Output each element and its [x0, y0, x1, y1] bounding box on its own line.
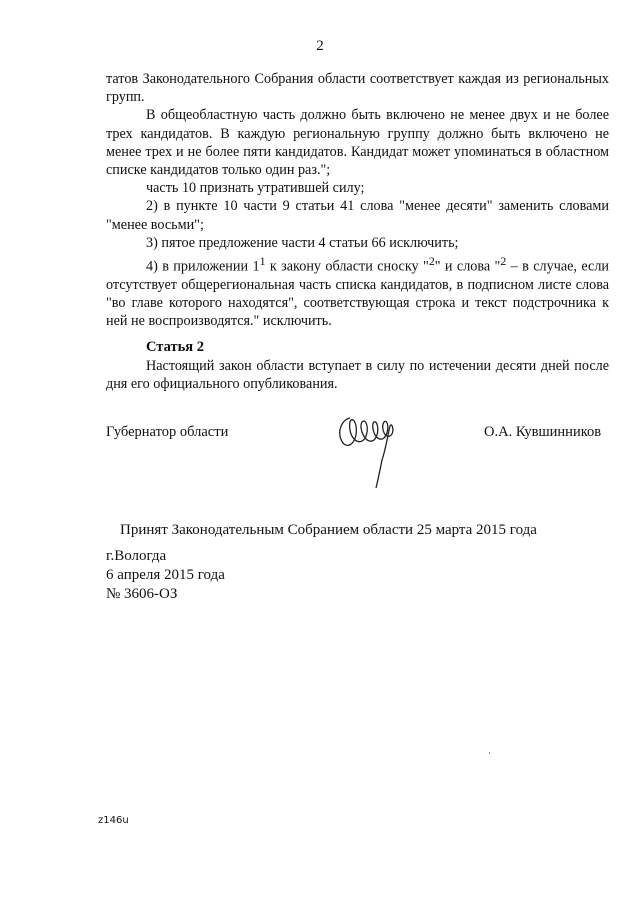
city: г.Вологда [106, 548, 167, 564]
article-2-text: Настоящий закон области вступает в силу по истечении десяти дней после дня его официального опубликования. [106, 358, 609, 393]
page-number: 2 [316, 38, 324, 54]
signing-date: 6 апреля 2015 года [106, 567, 225, 583]
article-2-heading: Статья 2 [146, 339, 204, 355]
adoption-statement: Принят Законодательным Собранием области 25 марта 2015 года [120, 522, 537, 538]
publication-details [106, 547, 225, 604]
paragraph-item2: 2) в пункте 10 части 9 статьи 41 слова "менее десяти" заменить словами "менее восьми"; [106, 198, 609, 233]
paragraph-part10: часть 10 признать утратившей силу; [146, 180, 365, 197]
document-code: z146u [98, 815, 129, 826]
item4-part2: к закону области сноску " [265, 258, 429, 275]
paragraph-candidates: В общеобластную часть должно быть включено не менее двух и не более трех кандидатов. В каждую региональную группу должно быть включено не менее трех и не более пяти кандидатов. Кандидат может упоминаться в областном списке кандидатов только один раз."; [106, 107, 609, 179]
governor-name: О.А. Кувшинников [484, 424, 602, 440]
item4-superscript-2: 2 [428, 254, 435, 269]
governor-title: Губернатор области [106, 424, 229, 440]
law-number: № 3606-ОЗ [106, 586, 178, 602]
item4-superscript-1: 1 [259, 254, 266, 269]
item4-superscript-3: 2 [500, 254, 507, 269]
amendments-text [106, 70, 609, 331]
item4-part1: 4) в приложении 1 [146, 258, 260, 275]
paragraph-item3: 3) пятое предложение части 4 статьи 66 исключить; [146, 234, 459, 251]
paragraph-item4 [106, 252, 609, 331]
signature-image [328, 400, 408, 492]
item4-part3: " и слова " [434, 258, 501, 275]
paragraph-continuation: татов Законодательного Собрания области соответствует каждая из региональных групп. [106, 71, 609, 106]
scan-speck [489, 752, 490, 754]
item4-part4: – в случае, если отсутствует общерегиональная часть списка кандидатов, в подписном листе слова "во главе которого находятся", соответствующая строка и текст подстрочника к ней не воспроизводятся." исключить. [106, 258, 609, 330]
